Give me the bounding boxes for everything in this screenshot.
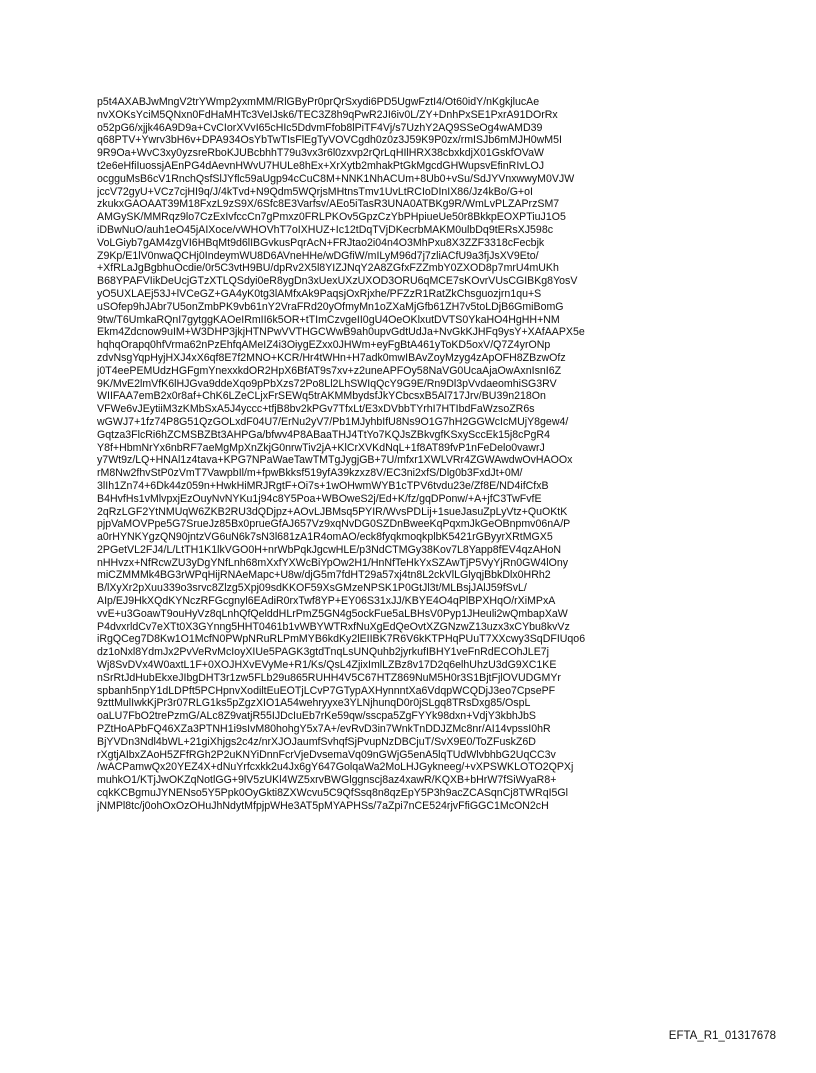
- encoded-text-line: WIIFAA7emB2x0r8af+ChK6LZeCLjxFrSEWq5trAKMMbydsfJkYCbcsxB5Al717Jrv/BU39n218On: [97, 390, 546, 403]
- encoded-text-line: Gqtza3FlcRi6hZCMSBZBt3AHPGa/bfwv4P8ABaaTHJ4TtYo7KQJsZBkvgfKSxySccEk15j8cPgR4: [97, 428, 550, 441]
- document-id-footer: EFTA_R1_01317678: [668, 1030, 776, 1042]
- encoded-text-line: 9zttMulIwkKjPr3r07RLG1ks5pZgzXIO1A54wehryyxe3YLNjhunqD0r0jSLgq8TRsDxg85/OspL: [97, 697, 531, 710]
- encoded-text-line: rM8Nw2fhvStP0zVmT7VawpbIl/m+fpwBkksf519yfA39kzxz8V/EC3ni2xfS/Dlg0b3FxdJt+0M/: [97, 467, 523, 480]
- encoded-text-line: +XfRLaJgBgbhuOcdie/0r5C3vtH9BU/dpRv2X5l8YIZJNqY2A8ZGfxFZZmbY0ZXOD8p7mrU4mUKh: [97, 262, 559, 275]
- encoded-text-line: muhkO1/KTjJwOKZqNotlGG+9lV5zUKl4WZ5xrvBWGlggnscj8az4xawR/KQXB+bHrW7fSiWyaR8+: [97, 774, 557, 787]
- encoded-text-line: iRgQCeg7D8Kw1O1McfN0PWpNRuRLPmMYB6kdKy2lEIIBK7R6V6kKTPHqPUuT7XXcwy3SqDFIUqo6: [97, 633, 586, 646]
- encoded-text-line: 9K/MvE2lmVfK6lHJGva9ddeXqo9pPbXzs72Po8Ll2LhSWIqQcY9G9E/Rn9Dl3pVvdaeomhiSG3RV: [97, 377, 557, 390]
- encoded-text-line: nvXOKsYciM5QNxn0FdHaMHTc3VeIJsk6/TEC3Z8h9qPwR2JI6iv0L/ZY+DnhPxSE1PxrA91DOrRx: [97, 108, 558, 121]
- encoded-text-line: /wACPamwQx20YEZ4X+dNuYrfcxkk2u4Jx6gY647GolqaWa2MoLHJGykneeg/+vXPSWKLOTO2QPXj: [97, 761, 574, 774]
- encoded-text-line: Ekm4Zdcnow9uIM+W3DHP3jkjHTNPwVVTHGCWwB9ah0upvGdtUdJa+NvGkKJHFq9ysY+XAfAAPX5e: [97, 326, 585, 339]
- encoded-text-line: jNMPl8tc/j0ohOxOzOHuJhNdytMfpjpWHe3AT5pMYAPHSs/7aZpi7nCE524rjvFfiGGC1McON2cH: [97, 799, 549, 812]
- encoded-text-line: PZtHoAPbFQ46XZa3PTNH1i9sIvM80hohgY5x7A+/evRvD3in7WnkTnDDJZMc8nr/AI14vpssI0hR: [97, 723, 551, 736]
- encoded-text-line: p5t4AXABJwMngV2trYWmp2yxmMM/RlGByPr0prQrSxydi6PD5UgwFztI4/Ot60idY/nKgkjlucAe: [97, 96, 540, 108]
- encoded-text-line: iDBwNuO/auh1eO45jAIXoce/vWHOVhT7oIXHUZ+Ic12tDqTVjDKecrbMAKM0ulbDq9tERsXJ598c: [97, 223, 554, 236]
- encoded-text-line: 2PGetVL2FJ4/L/LtTH1K1lkVGO0H+nrWbPqkJgcwHLE/p3NdCTMGy38Kov7L8Yapp8fEV4qzAHoN: [97, 543, 562, 556]
- encoded-text-line: P4dvxrldCv7eXTt0X3GYnng5HHT0461b1vWBYWTRxfNuXgEdQeOvtXZGNzwZ13uzx3xCYbu8kvVz: [97, 620, 570, 633]
- encoded-text-line: AIp/EJ9HkXQdKYNczRFGcgnyl6EAdiR0rxTwf8YP+EY06S31xJJ/KBYE4O4qPlBPXHqO/rXiMPxA: [97, 595, 556, 608]
- encoded-text-line: y7Wt9z/LQ+HNAl1z4tava+KPG7NPaWaeTawTMTgJygjGB+7U/mfxr1XWLVRr4ZGWAwdwOvHAOOx: [97, 454, 573, 467]
- encoded-text-line: 3lIh1Zn74+6Dk44z059n+HwkHiMRJRgtF+Oi7s+1wOHwmWYB1cTPV6tvdu23e/Zf8E/ND4ifCfxB: [97, 479, 549, 492]
- encoded-text-line: zkukxGAOAAT39M18FxzL9zS9X/6Sfc8E3Varfsv/AEo5iTasR3UNA0ATBKg9R/WmLvPLZAPrzSM7: [97, 198, 560, 211]
- encoded-text-line: yO5UXLAEj53J+lVCeGZ+GA4yK0tg3lAMfxAk9PaqsjOxRjxhe/PFZzR1RatZkChsguozjrn1qu+S: [97, 287, 542, 300]
- encoded-text-line: hqhqOrapq0hfVrma62nPzEhfqAMeIZ4i3OiygEZxx0JHWm+eyFgBtA461yToKD5oxV/Q7Z4yrONp: [97, 339, 551, 352]
- encoded-text-line: pjpVaMOVPpe5G7SrueJz85Bx0prueGfAJ657Vz9xqNvDG0SZDnBweeKqPqxmJkGeOBnpmv06nA/P: [97, 518, 571, 531]
- encoded-text-line: dz1oNxl8YdmJx2PvVeRvMcIoyXIUe5PAGK3gtdTnqLsUNQuhb2jyrkufIBHY1veFnRdECOhJLE7j: [97, 646, 550, 659]
- encoded-text-line: AMGySK/MMRqz9lo7CzExIvfccCn7gPmxz0FRLPKOv5GpzCzYbPHpiueUe50r8BkkpEOXPTiuJ1O5: [97, 211, 566, 224]
- encoded-text-line: zdvNsgYqpHyjHXJ4xX6qf8E7f2MNO+KCR/Hr4tWHn+H7adk0mwIBAvZoyMzyg4zApOFH8ZBzwOfz: [97, 351, 566, 364]
- encoded-text-line: B/lXyXr2pXuu339o3srvc8Zlzg5Xpj09sdKKOF59XsGMzeNPSK1P0GtJl3t/MLBsjJAlJ59fSvL/: [97, 582, 527, 595]
- encoded-text-line: BjYVDn3Ndl4bWL+21giXhjgs2c4z/nrXJOJaumfSvhqfSjPvupNzDBCjuT/SvX9E0/ToZFuskZ6D: [97, 735, 536, 748]
- encoded-text-line: ocgguMsB6cV1RnchQsfSlJYflc59aUgp94cCuC8M+NNK1NhACUm+8Ub0+vSu/SdJYVnxwwyM0VJW: [97, 172, 575, 185]
- encoded-text-block: [97, 96, 737, 813]
- encoded-text-line: nSrRtJdHubEkxeJIbgDHT3r1zw5FLb29u865RUHH4V5C67HTZ869NuM5H0r3S1BjtFjlOVUDGMYr: [97, 671, 561, 684]
- encoded-text-line: B4HvfHs1vMlvpxjEzOuyNvNYKu1j94c8Y5Poa+WBOweS2j/Ed+K/fz/gqDPonw/+A+jfC3TwFvfE: [97, 492, 542, 505]
- encoded-text-line: 9R9Oa+WvC3xy0yzsreRboKJUBcbhhT79u3vx3r6l0zxvp2rQrLqHIlHRX38cbxkdjX01GskfOVaW: [97, 147, 544, 160]
- encoded-text-line: q68PTV+Ywrv3bH6v+DPA934OsYbTwTIsFlEgTyVOVCgdh0z0z3J59K9P0zx/rmISJb6mMJH0wM5I: [97, 134, 562, 147]
- encoded-text-line: miCZMMMk4BG3rWPqHijRNAeMapc+U8w/djG5m7fdHT29a57xj4tn8L2ckVlLGlyqjBbkDlx0HRh2: [97, 569, 551, 582]
- encoded-text-line: spbanh5npY1dLDPft5PCHpnvXodiltEuEOTjLCvP7GTypAXHynnntXa6VdqpWCQDjJ3eo7CpsePF: [97, 684, 556, 697]
- encoded-text-line: wGWJ7+1fz74P8G51QzGOLxdF04U7/ErNu2yV7/Pb1MJyhbIfU8Ns9O1G7hH2GGWcIcMUjY8gew4/: [97, 415, 569, 428]
- encoded-text-line: vvE+u3GoawT9ouHyVz8qLnhQfQelddHLrPmZ5GN4g5ockFue5aLBHsV0Pyp1JHeuli2wQmbapXaW: [97, 607, 568, 620]
- encoded-text-line: uSOfep9hJAbr7U5onZmbPK9vb61nY2VraFRd20yOfmyMn1oZXaMjGfb61ZH7v5toLDjB6GmiBomG: [97, 300, 564, 313]
- encoded-text-line: o52pG6/xjjk46A9D9a+CvCIorXVvI65cHIc5DdvmFfob8lPiTF4Vj/s7UzhY2AQ9SSeOg4wAMD39: [97, 121, 543, 134]
- encoded-text-line: jccV72gyU+VCz7cjHI9q/J/4kTvd+N9Qdm5WQrjsMHtnsTmv1UvLtRCIoDInIX86/Jz4kBo/G+oI: [97, 185, 533, 198]
- encoded-text-line: j0T4eePEMUdzHGFgmYnexxkdOR2HpX6BfAT9s7xv+z2uneAPFOy58NaVG0UcaAjaOwAxnIsnI6Z: [97, 364, 562, 377]
- encoded-text-line: rXgtjAIbxZAoH5ZFfRGh2P2uKNYiDnnFcrVjeDvsemaVq09nGWjG5enA5lqTUdWlvbhbG2UqCC3v: [97, 748, 556, 761]
- encoded-text-line: t2e6eHfiIuossjAEnPG4dAevnHWvU7HULe8hEx+XrXytb2mhakPtGkMgcdGHWupsvEfinRIvLOJ: [97, 159, 544, 172]
- encoded-text-line: nHHvzx+NfRcwZU3yDgYNfLnh68mXxfYXWcBiYpOw2H1/HnNfTeHkYxSZAwTjP5VyYjRn0GW4lOny: [97, 556, 569, 569]
- encoded-text-line: B68YPAFVIikDeUcjGTzXTLQSdyi0eR8ygDn3xUexUXzUXOD3ORU6qMCE7sKOvrVUsCGIBKg8YosV: [97, 275, 578, 288]
- encoded-text-line: VoLGiyb7gAM4zgVI6HBqMt9d6lIBGvkusPqrAcN+FRJtao2i04n4O3MhPxu8X3ZZF3318cFecbjk: [97, 236, 545, 249]
- encoded-text-line: 2qRzLGF2YtNMUqW6ZKB2RU3dQDjpz+AOvLJBMsq5PYIR/WvsPDLij+1sueJasuZpLyVtz+QuOKtK: [97, 505, 568, 518]
- encoded-text-line: Wj8SvDVx4W0axtL1F+0XOJHXvEVyMe+R1/Ks/QsL4ZjixImlLZBz8v17D2q6elhUhzU3dG9XC1KE: [97, 659, 557, 672]
- encoded-text-line: oaLU7FbO2trePzmG/ALc8Z9vatjR55IJDcIuEb7rKe59qw/sscpa5ZgFYYk98dxn+VdjY3kbhJbS: [97, 710, 536, 723]
- encoded-text-line: Z9Kp/E1lV0nwaQCHj0IndeymWU8D6AVneHHe/wDGfiW/mILyM96d7j7zliACfU9a3fjJsXV9Eto/: [97, 249, 539, 262]
- encoded-text-line: cqkKCBgmuJYNENso5Y5Ppk0OyGkti8ZXWcvu5C9QfSsq8n8qzEpY5P3h9acZCASqnCj8TWRqI5Gl: [97, 787, 569, 800]
- encoded-text-line: VFWe6vJEytiiM3zKMbSxA5J4yccc+tfjB8bv2kPGv7TfxLt/E3xDVbbTYrhI7HTIbdFaWzsoZR6s: [97, 403, 535, 416]
- encoded-text-line: a0rHYNKYgzQN90jntzVG6uN6k7sN3l681zA1R4omAO/eck8fyqkmoqkplbK5421rGByyrXRtMGX5: [97, 531, 553, 544]
- encoded-text-line: 9tw/T6UmkaRQnI7gytggKAOeIRmII6k5OR+tTImCzvgeII0gU4OeOKlxutDVTS0YkaHO4HgHH+NM: [97, 313, 560, 326]
- encoded-text-line: Y8f+HbmNrYx6nbRF7aeMgMpXnZkjG0nrwTiv2jA+KlCrXVKdNqL+1f8AT89fvP1nFeDelo0vawrJ: [97, 441, 545, 454]
